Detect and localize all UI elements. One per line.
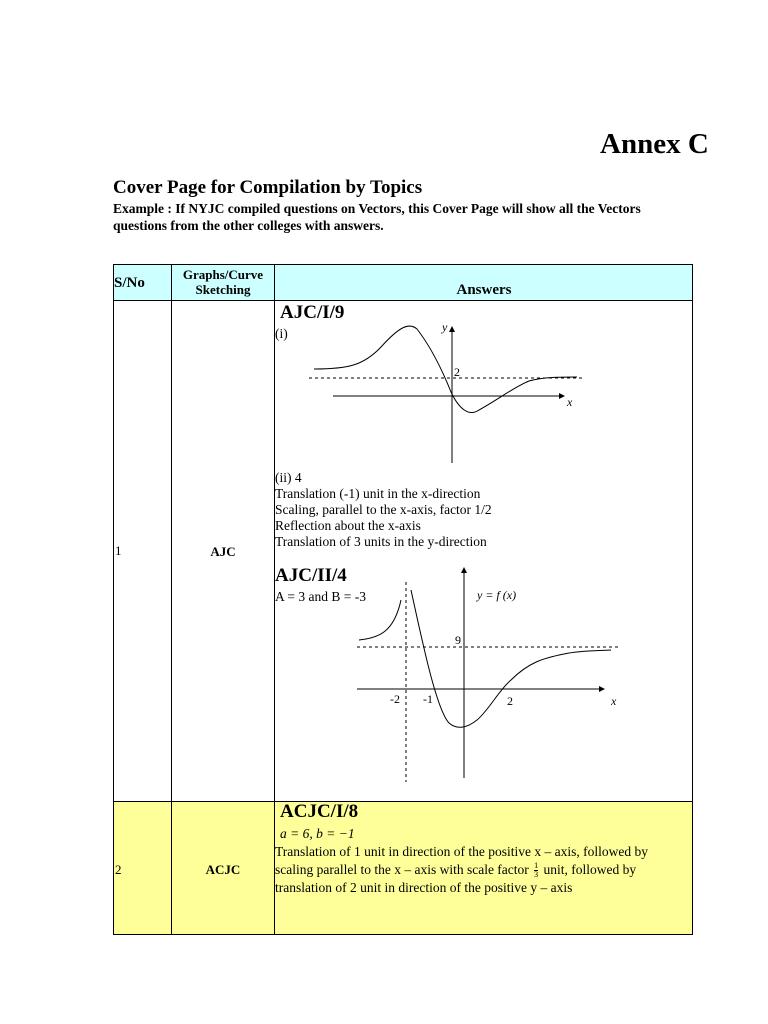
section-acjc-i-8-title: ACJC/I/8 [280,801,359,822]
row-divider [114,801,692,802]
acjc-values: a = 6, b = −1 [280,826,355,841]
acjc-line-2-start: scaling parallel to the x – axis with scale factor [275,862,529,877]
part-i-label: (i) [275,326,288,341]
transformation-step-4: Translation of 3 units in the y-direction [275,534,487,549]
annex-title: Annex C [600,128,709,160]
transformation-step-1: Translation (-1) unit in the x-direction [275,486,481,501]
row-1-number: 1 [115,543,122,558]
scale-factor-fraction [534,862,538,879]
graph2-x-tick-neg2: -2 [390,692,400,706]
graph-ajc-ii-4 [349,560,624,785]
header-sno: S/No [114,275,145,291]
header-answers: Answers [456,282,512,298]
transformation-step-2: Scaling, parallel to the x-axis, factor 1/2 [275,502,492,517]
cover-page-title: Cover Page for Compilation by Topics [113,177,423,198]
row-1-college: AJC [210,544,236,559]
example-note: Example : If NYJC compiled questions on Vectors, this Cover Page will show all the Vectors questions from the other colleges with answers. [113,201,641,233]
graph1-intercept-label: 2 [454,365,460,379]
header-topic-line1: Graphs/Curve [182,267,264,282]
graph2-x-tick-2: 2 [507,694,513,708]
acjc-line-2-end: unit, followed by [543,862,637,877]
section-ajc-i-9-title: AJC/I/9 [280,302,345,323]
transformation-step-3: Reflection about the x-axis [275,518,421,533]
column-divider [171,265,172,934]
graph1-y-label: y [442,320,448,334]
graph2-x-tick-neg1: -1 [423,692,433,706]
fraction-denominator: 3 [534,870,539,880]
ajc-ii-4-answer: A = 3 and B = -3 [275,589,366,604]
graph-ajc-i-9 [309,317,589,467]
graph1-x-label: x [567,395,573,409]
acjc-line-2 [275,862,636,879]
part-ii-answer: (ii) 4 [275,470,302,485]
header-topic [172,267,274,297]
answers-table [113,264,693,935]
graph2-y-tick: 9 [455,633,461,647]
row-2-college: ACJC [205,862,241,877]
fraction-numerator: 1 [534,861,539,871]
acjc-line-1: Translation of 1 unit in direction of the positive x – axis, followed by [275,844,648,859]
row-2-number: 2 [115,862,122,877]
graph2-x-label: x [611,694,617,708]
graph2-func-label: y = f (x) [477,588,517,602]
acjc-line-3: translation of 2 unit in direction of the positive y – axis [275,880,573,895]
header-topic-line2: Sketching [195,282,251,297]
section-ajc-ii-4-title: AJC/II/4 [275,565,347,586]
